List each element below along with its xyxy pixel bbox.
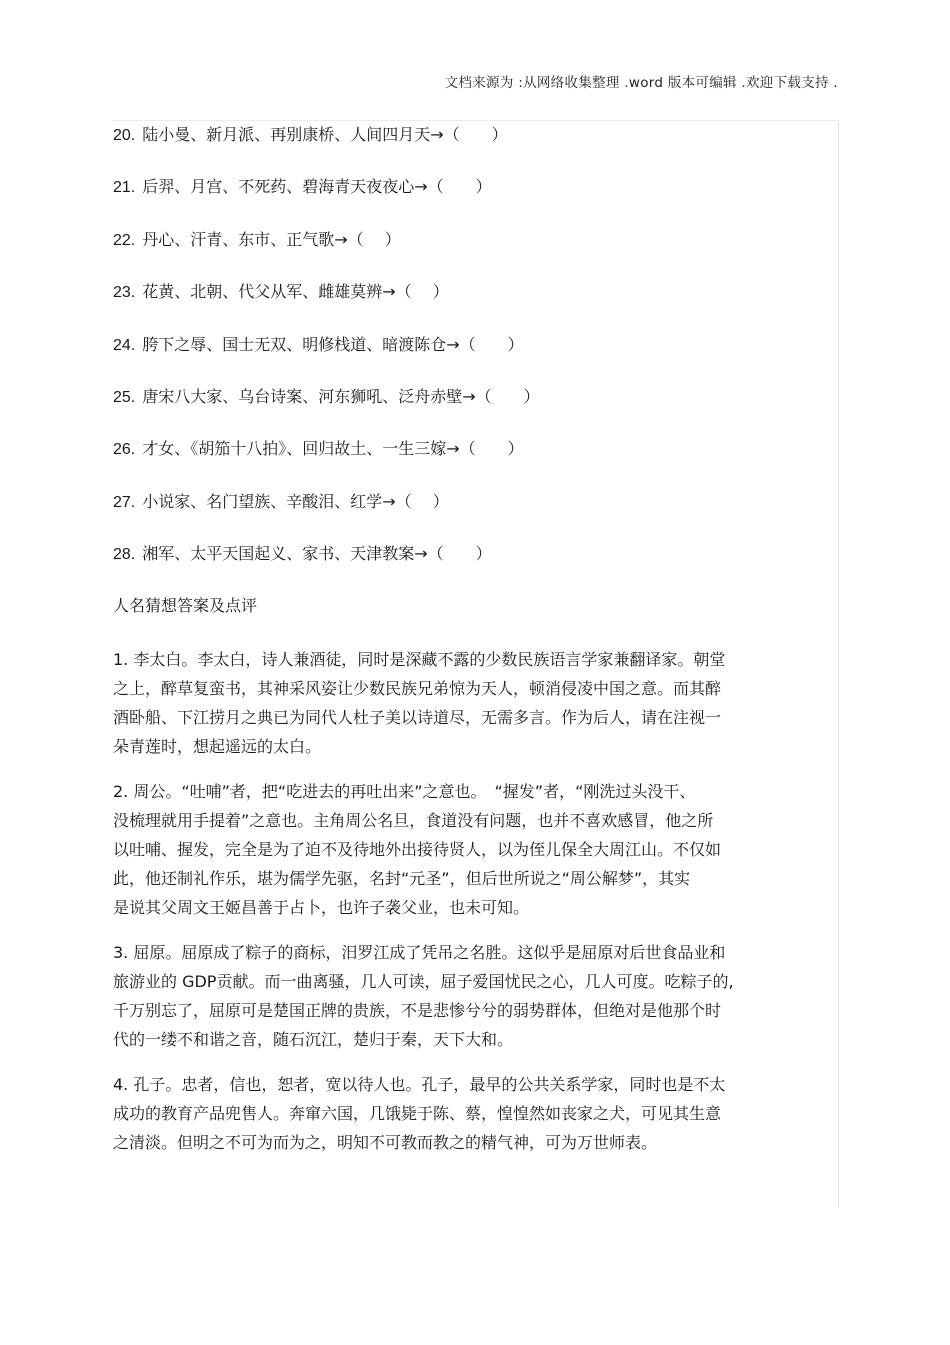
paragraph-line: 酒卧船、下江捞月之典已为同代人杜子美以诗道尽，无需多言。作为后人，请在注视一	[113, 708, 722, 727]
question-text: 丹心、汗青、东市、正气歌→（ ）	[142, 229, 401, 249]
question-item	[113, 279, 833, 305]
question-number: 26.	[113, 441, 136, 459]
question-item	[113, 541, 833, 567]
question-text: 后羿、月宫、不死药、碧海青天夜夜心→（ ）	[142, 177, 492, 197]
question-text: 陆小曼、新月派、再别康桥、人间四月天→（ ）	[142, 125, 508, 144]
paragraph-line: 以吐哺、握发，完全是为了迫不及待地外出接待贤人，以为侄儿保全大周江山。不仅如	[113, 840, 722, 859]
question-list	[113, 122, 833, 594]
paragraph-line: 千万别忘了，屈原可是楚国正牌的贵族，不是悲惨兮兮的弱势群体，但绝对是他那个时	[113, 1001, 722, 1020]
question-number: 28.	[113, 546, 136, 564]
answer-paragraph-zhou-gong	[113, 777, 833, 922]
question-text: 胯下之辱、国士无双、明修栈道、暗渡陈仓→（ ）	[142, 334, 524, 354]
section-title: 人名猜想答案及点评	[113, 596, 258, 615]
paragraph-line: 成功的教育产品兜售人。奔窜六国，几饿毙于陈、蔡，惶惶然如丧家之犬，可见其生意	[113, 1104, 722, 1123]
question-text: 小说家、名门望族、辛酸泪、红学→（ ）	[142, 491, 449, 511]
question-text: 唐宋八大家、乌台诗案、河东狮吼、泛舟赤壁→（ ）	[142, 386, 540, 406]
paragraph-line: 是说其父周文王姬昌善于占卜，也许子袭父业，也未可知。	[113, 898, 530, 917]
question-item	[113, 227, 833, 253]
paragraph-line: 旅游业的 GDP贡献。而一曲离骚，几人可读，屈子爱国忧民之心，几人可度。吃粽子的,	[113, 972, 734, 991]
page-header-source-note: 文档来源为 :从网络收集整理 .word 版本可编辑 .欢迎下载支持 .	[444, 75, 838, 91]
paragraph-line: 2. 周公。“吐哺”者，把“吃进去的再吐出来”之意也。 “握发”者，“刚洗过头没干、	[113, 782, 696, 801]
question-item	[113, 122, 833, 148]
frame-top-border	[112, 120, 838, 121]
question-number: 27.	[113, 493, 136, 511]
paragraph-line: 之上，醉草复蛮书，其神采风姿让少数民族兄弟惊为天人，顿消侵凌中国之意。而其醉	[113, 679, 722, 698]
paragraph-line: 4. 孔子。忠者，信也，恕者，宽以待人也。孔子，最早的公共关系学家，同时也是不太	[113, 1075, 726, 1094]
question-text: 花黄、北朝、代父从军、雌雄莫辨→（ ）	[142, 282, 449, 302]
question-number: 22.	[113, 231, 136, 249]
question-item	[113, 384, 833, 410]
paragraph-line: 3. 屈原。屈原成了粽子的商标，汨罗江成了凭吊之名胜。这似乎是屈原对后世食品业和	[113, 943, 726, 962]
answer-paragraph-li-taibai	[113, 645, 833, 761]
frame-right-border	[838, 120, 839, 1208]
paragraph-line: 朵青莲时，想起遥远的太白。	[113, 737, 322, 756]
question-item	[113, 489, 833, 515]
answers-section	[113, 645, 833, 1173]
question-item	[113, 174, 833, 200]
paragraph-line: 1. 李太白。李太白，诗人兼酒徒，同时是深藏不露的少数民族语言学家兼翻译家。朝堂	[113, 650, 726, 669]
question-number: 24.	[113, 336, 136, 354]
paragraph-line: 没梳理就用手提着”之意也。主角周公名旦，食道没有问题，也并不喜欢感冒，他之所	[113, 811, 714, 830]
question-number: 23.	[113, 284, 136, 302]
paragraph-line: 之清淡。但明之不可为而为之，明知不可教而教之的精气神，可为万世师表。	[113, 1133, 658, 1152]
question-number: 25.	[113, 388, 136, 406]
question-number: 20.	[113, 127, 136, 144]
question-text: 湘军、太平天国起义、家书、天津教案→（ ）	[142, 544, 492, 564]
question-item	[113, 332, 833, 358]
answer-paragraph-qu-yuan	[113, 938, 833, 1054]
question-text: 才女、《胡笳十八拍》、回归故土、一生三嫁→（ ）	[142, 439, 524, 459]
question-number: 21.	[113, 179, 136, 197]
paragraph-line: 代的一缕不和谐之音，随石沉江，楚归于秦，天下大和。	[113, 1030, 514, 1049]
answer-paragraph-kongzi	[113, 1070, 833, 1157]
question-item	[113, 436, 833, 462]
paragraph-line: 此，他还制礼作乐，堪为儒学先驱，名封“元圣”，但后世所说之“周公解梦”，其实	[113, 869, 691, 888]
